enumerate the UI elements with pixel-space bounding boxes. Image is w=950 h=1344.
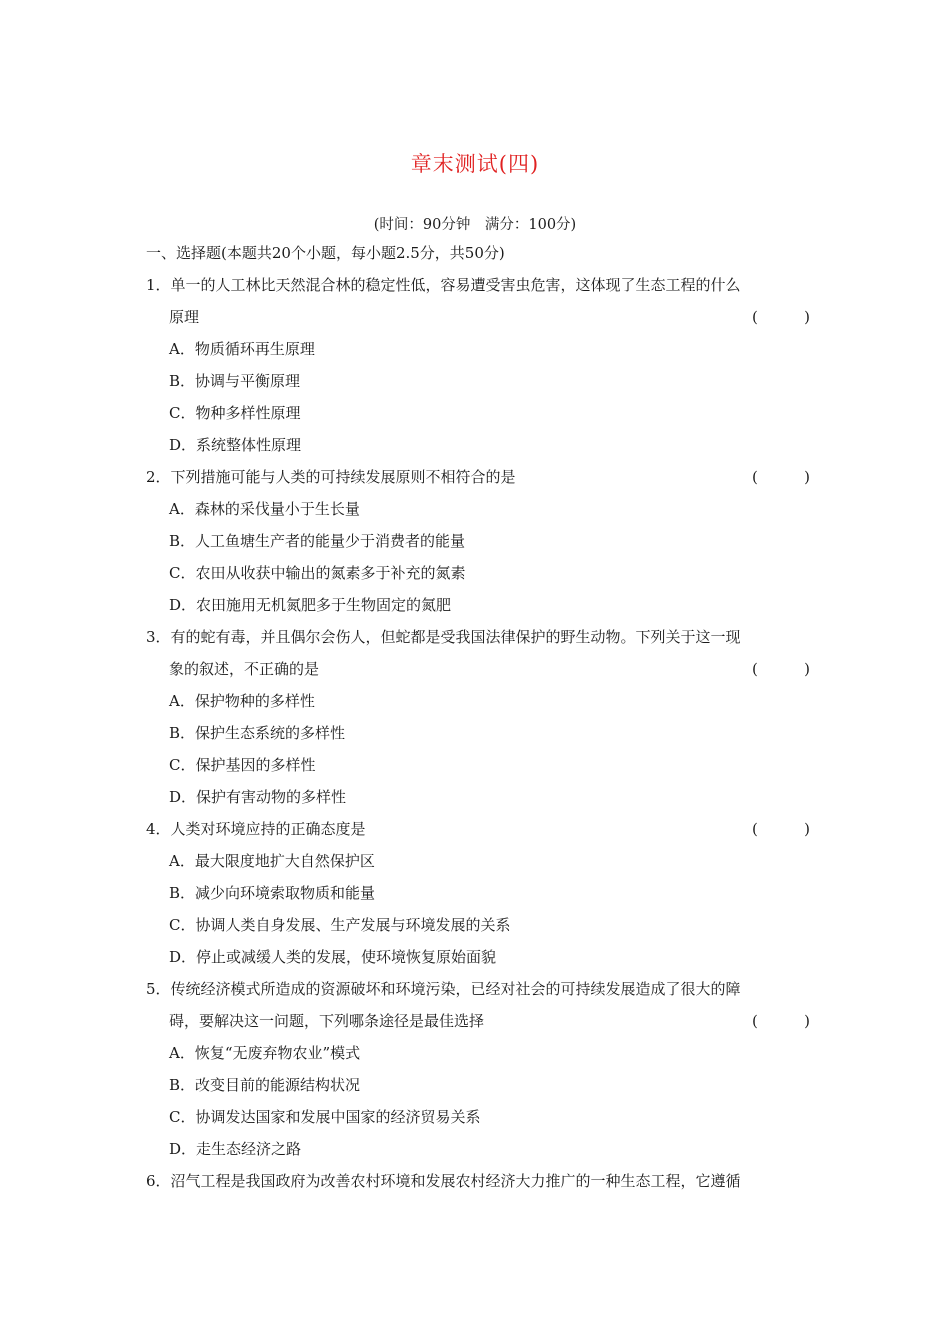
- question-2-option-d: D．农田施用无机氮肥多于生物固定的氮肥: [169, 596, 452, 614]
- question-5-option-b: B．改变目前的能源结构状况: [169, 1076, 361, 1094]
- question-4-stem-line-1: [146, 817, 810, 841]
- question-1-stem-line-2: [169, 305, 810, 329]
- answer-blank: ( ): [752, 308, 810, 326]
- question-6-stem-line-1: 6．沼气工程是我国政府为改善农村环境和发展农村经济大力推广的一种生态工程，它遵循: [146, 1172, 741, 1190]
- question-1-option-c: C．物种多样性原理: [169, 404, 301, 422]
- question-1-option-b: B．协调与平衡原理: [169, 372, 301, 390]
- question-5-stem-line-2: [169, 1009, 810, 1033]
- question-3-stem-line-2: [169, 657, 810, 681]
- question-5-stem-line-1: 5．传统经济模式所造成的资源破坏和环境污染，已经对社会的可持续发展造成了很大的障: [146, 980, 741, 998]
- page-title: 章末测试(四): [410, 152, 540, 176]
- question-5-option-d: D．走生态经济之路: [169, 1140, 302, 1158]
- question-3-option-d: D．保护有害动物的多样性: [169, 788, 347, 806]
- section-heading: 一、选择题(本题共20个小题，每小题2.5分，共50分): [146, 244, 505, 262]
- question-4-option-b: B．减少向环境索取物质和能量: [169, 884, 376, 902]
- answer-blank: ( ): [752, 1012, 810, 1030]
- question-5-option-c: C．协调发达国家和发展中国家的经济贸易关系: [169, 1108, 481, 1126]
- question-3-stem-line-1: 3．有的蛇有毒，并且偶尔会伤人，但蛇都是受我国法律保护的野生动物。下列关于这一现: [146, 628, 741, 646]
- question-4-option-c: C．协调人类自身发展、生产发展与环境发展的关系: [169, 916, 511, 934]
- question-1-option-a: A．物质循环再生原理: [169, 340, 315, 358]
- answer-blank: ( ): [752, 660, 810, 678]
- question-2-option-c: C．农田从收获中输出的氮素多于补充的氮素: [169, 564, 466, 582]
- question-2-stem-line-1: [146, 465, 810, 489]
- question-1-stem-line-1: 1．单一的人工林比天然混合林的稳定性低，容易遭受害虫危害，这体现了生态工程的什么: [146, 276, 741, 294]
- question-3-option-c: C．保护基因的多样性: [169, 756, 316, 774]
- question-4-stem-text: 4．人类对环境应持的正确态度是: [146, 820, 366, 838]
- question-3-option-a: A．保护物种的多样性: [169, 692, 315, 710]
- question-2-option-a: A．森林的采伐量小于生长量: [169, 500, 360, 518]
- question-4-option-a: A．最大限度地扩大自然保护区: [169, 852, 375, 870]
- question-2-option-b: B．人工鱼塘生产者的能量少于消费者的能量: [169, 532, 466, 550]
- answer-blank: ( ): [752, 820, 810, 838]
- question-5-stem-text: 碍，要解决这一问题，下列哪条途径是最佳选择: [169, 1012, 485, 1030]
- question-2-stem-text: 2．下列措施可能与人类的可持续发展原则不相符合的是: [146, 468, 516, 486]
- exam-info: (时间：90分钟 满分：100分): [373, 217, 577, 233]
- question-3-stem-text: 象的叙述，不正确的是: [169, 660, 320, 678]
- question-5-option-a: A．恢复“无废弃物农业”模式: [169, 1044, 361, 1062]
- answer-blank: ( ): [752, 468, 810, 486]
- question-1-option-d: D．系统整体性原理: [169, 436, 302, 454]
- question-1-stem-text: 原理: [169, 308, 200, 326]
- question-3-option-b: B．保护生态系统的多样性: [169, 724, 346, 742]
- question-4-option-d: D．停止或减缓人类的发展，使环境恢复原始面貌: [169, 948, 497, 966]
